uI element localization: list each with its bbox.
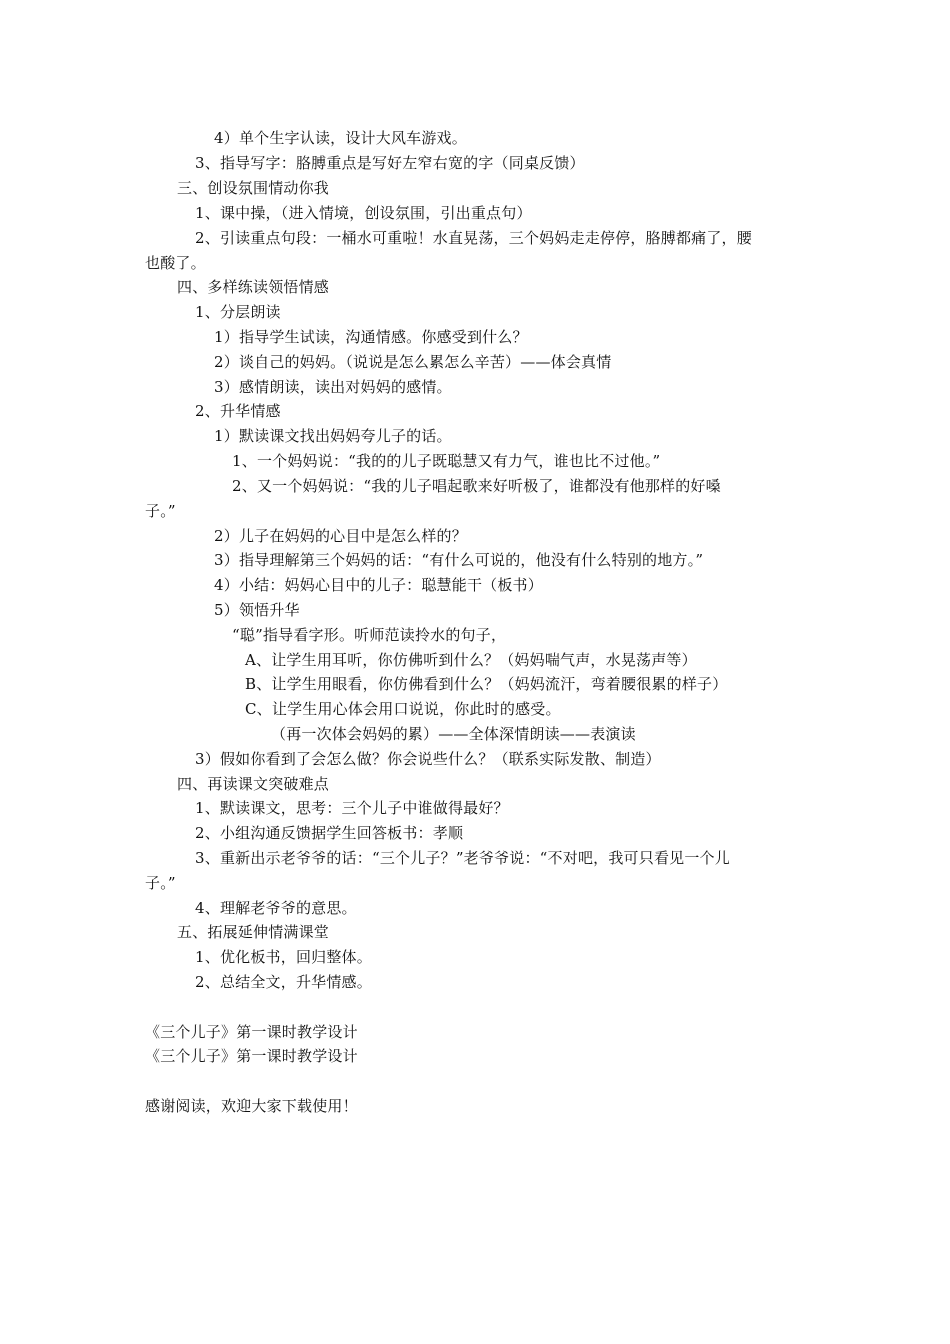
text-line: 5）领悟升华	[214, 601, 300, 619]
text-line: 1、默读课文，思考：三个儿子中谁做得最好？	[195, 799, 509, 817]
text-line: 4）单个生字认读，设计大风车游戏。	[214, 129, 467, 147]
text-line: 3、指导写字：胳膊重点是写好左窄右宽的字（同桌反馈）	[195, 154, 585, 172]
text-line: 1）默读课文找出妈妈夸儿子的话。	[214, 427, 452, 445]
text-line: 也酸了。	[145, 254, 206, 272]
text-line: C、让学生用心体会用口说说，你此时的感受。	[245, 700, 561, 718]
text-line: 2、又一个妈妈说：“我的儿子唱起歌来好听极了，谁都没有他那样的好嗓	[232, 477, 721, 495]
text-line: 3）指导理解第三个妈妈的话：“有什么可说的，他没有什么特别的地方。”	[214, 551, 704, 569]
document-title: 《三个儿子》第一课时教学设计	[145, 1047, 358, 1065]
section-heading: 三、创设氛围情动你我	[177, 179, 330, 197]
text-line: A、让学生用耳听，你仿佛听到什么？（妈妈喘气声，水晃荡声等）	[245, 651, 697, 669]
text-line: 2）儿子在妈妈的心目中是怎么样的？	[214, 527, 467, 545]
text-line: 1、课中操，（进入情境，创设氛围，引出重点句）	[195, 204, 532, 222]
text-line: 1、一个妈妈说：“我的的儿子既聪慧又有力气，谁也比不过他。”	[232, 452, 661, 470]
document-title: 《三个儿子》第一课时教学设计	[145, 1023, 358, 1041]
text-line: 2、总结全文，升华情感。	[195, 973, 372, 991]
section-heading: 四、再读课文突破难点	[177, 775, 330, 793]
text-line: 1）指导学生试读，沟通情感。你感受到什么？	[214, 328, 528, 346]
text-line: 1、分层朗读	[195, 303, 281, 321]
text-line: 3）感情朗读，读出对妈妈的感情。	[214, 378, 452, 396]
text-line: 1、优化板书，回归整体。	[195, 948, 372, 966]
text-line: 3）假如你看到了会怎么做？你会说些什么？（联系实际发散、制造）	[195, 750, 661, 768]
text-line: 2）谈自己的妈妈。（说说是怎么累怎么辛苦）——体会真情	[214, 353, 612, 371]
text-line: 4、理解老爷爷的意思。	[195, 899, 357, 917]
text-line: 子。”	[145, 502, 176, 520]
text-line: 2、引读重点句段：一桶水可重啦！水直晃荡，三个妈妈走走停停，胳膊都痛了，腰	[195, 229, 752, 247]
section-heading: 五、拓展延伸情满课堂	[177, 923, 330, 941]
text-line: 4）小结：妈妈心目中的儿子：聪慧能干（板书）	[214, 576, 543, 594]
section-heading: 四、多样练读领悟情感	[177, 278, 330, 296]
text-line: 2、小组沟通反馈据学生回答板书：孝顺	[195, 824, 464, 842]
text-line: “聪”指导看字形。听师范读拎水的句子，	[232, 626, 507, 644]
closing-note: 感谢阅读，欢迎大家下载使用！	[145, 1097, 358, 1115]
text-line: 子。”	[145, 874, 176, 892]
text-line: （再一次体会妈妈的累）——全体深情朗读——表演读	[271, 725, 636, 743]
text-line: 2、升华情感	[195, 402, 281, 420]
text-line: B、让学生用眼看，你仿佛看到什么？（妈妈流汗，弯着腰很累的样子）	[245, 675, 728, 693]
text-line: 3、重新出示老爷爷的话：“三个儿子？”老爷爷说：“不对吧，我可只看见一个儿	[195, 849, 730, 867]
